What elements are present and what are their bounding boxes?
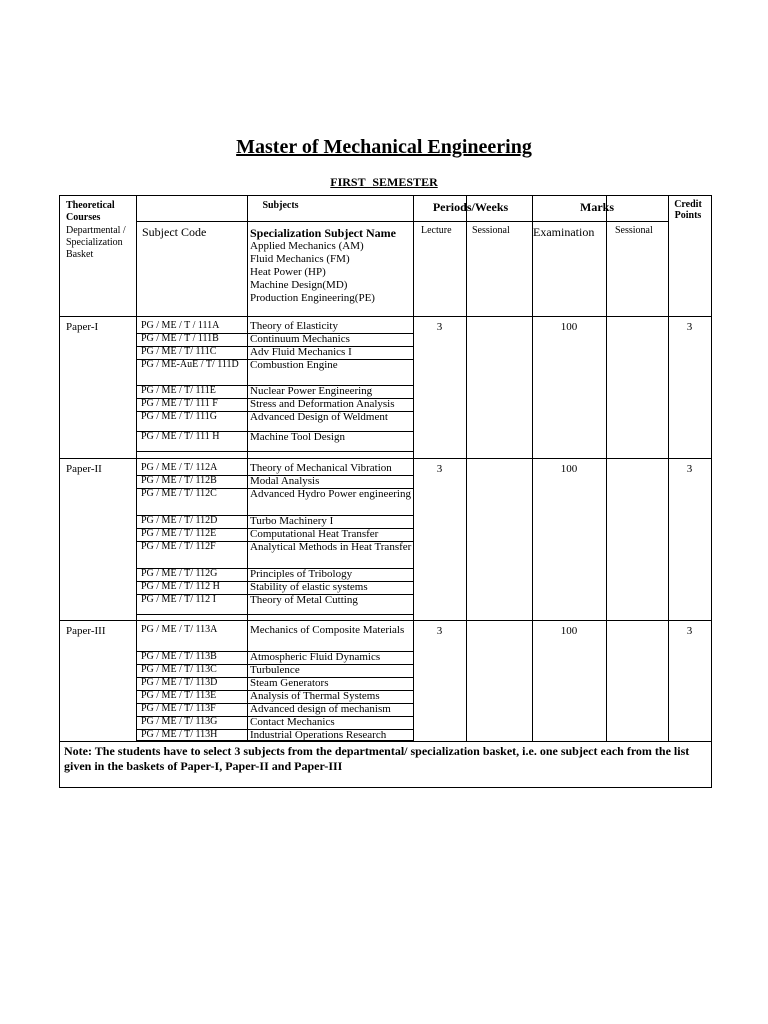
subject-code: PG / ME-AuE / T/ 111D bbox=[141, 359, 239, 370]
header-subject-code: Subject Code bbox=[142, 225, 207, 239]
subject-code: PG / ME / T/ 112D bbox=[141, 515, 218, 526]
table-row bbox=[136, 716, 413, 729]
subject-name: Analytical Methods in Heat Transfer bbox=[250, 541, 412, 553]
subject-name: Contact Mechanics bbox=[250, 716, 335, 728]
table-row bbox=[136, 385, 413, 398]
header-basket: Departmental / Specialization Basket bbox=[66, 225, 126, 260]
column-divider bbox=[466, 221, 467, 741]
paper-examination: 100 bbox=[560, 625, 578, 637]
table-row bbox=[136, 475, 413, 488]
table-row bbox=[136, 333, 413, 346]
column-divider bbox=[606, 221, 607, 741]
subject-code: PG / ME / T / 111B bbox=[141, 333, 219, 344]
paper-lecture: 3 bbox=[436, 625, 443, 637]
header-credit-points: Credit Points bbox=[674, 199, 702, 221]
specialization-item: Applied Mechanics (AM) bbox=[250, 240, 364, 252]
subject-name: Computational Heat Transfer bbox=[250, 528, 379, 540]
header-subjects: Subjects bbox=[262, 200, 299, 211]
subject-name: Turbo Machinery I bbox=[250, 515, 334, 527]
subject-name: Theory of Metal Cutting bbox=[250, 594, 358, 606]
subject-name: Advanced Design of Weldment bbox=[250, 411, 388, 423]
subject-code: PG / ME / T/ 111 H bbox=[141, 431, 220, 442]
subject-name: Nuclear Power Engineering bbox=[250, 385, 373, 397]
paper-lecture: 3 bbox=[436, 321, 443, 333]
table-row bbox=[136, 431, 413, 451]
table-row bbox=[136, 515, 413, 528]
paper-label: Paper-II bbox=[66, 463, 102, 475]
paper-credit: 3 bbox=[686, 463, 693, 475]
table-row bbox=[136, 488, 413, 515]
specialization-item: Heat Power (HP) bbox=[250, 266, 326, 278]
subject-name: Advanced design of mechanism bbox=[250, 703, 391, 715]
specialization-item: Production Engineering(PE) bbox=[250, 292, 375, 304]
paper-label: Paper-I bbox=[66, 321, 99, 333]
header-theoretical-courses: Theoretical Courses bbox=[66, 200, 115, 223]
selection-note: Note: The students have to select 3 subjects from the departmental/ specialization basket, i.e. one subject each from the list given in the baskets of Paper-I, Paper-II and Paper-III bbox=[64, 744, 690, 773]
table-row bbox=[136, 594, 413, 614]
subject-name: Theory of Mechanical Vibration bbox=[250, 462, 392, 474]
subject-name: Combustion Engine bbox=[250, 359, 338, 371]
paper-credit: 3 bbox=[686, 625, 693, 637]
table-row bbox=[136, 690, 413, 703]
paper-credit: 3 bbox=[686, 321, 693, 333]
subject-code: PG / ME / T/ 113H bbox=[141, 729, 218, 740]
paper-separator bbox=[60, 458, 711, 459]
table-row bbox=[136, 581, 413, 594]
course-table bbox=[59, 195, 712, 788]
row-divider bbox=[136, 614, 413, 615]
header-bottom-line bbox=[60, 316, 711, 317]
table-row bbox=[136, 677, 413, 690]
table-row bbox=[136, 541, 413, 568]
subject-code: PG / ME / T/ 111C bbox=[141, 346, 217, 357]
subject-code: PG / ME / T/ 112G bbox=[141, 568, 218, 579]
table-row bbox=[136, 528, 413, 541]
subject-name: Continuum Mechanics bbox=[250, 333, 350, 345]
subject-code: PG / ME / T/ 113B bbox=[141, 651, 217, 662]
page-title: Master of Mechanical Engineering bbox=[236, 136, 532, 158]
paper-separator bbox=[60, 620, 711, 621]
subject-code: PG / ME / T/ 113G bbox=[141, 716, 218, 727]
paper-label: Paper-III bbox=[66, 625, 106, 637]
subject-name: Advanced Hydro Power engineering bbox=[250, 488, 411, 500]
subject-code: PG / ME / T/ 112E bbox=[141, 528, 217, 539]
specialization-item: Machine Design(MD) bbox=[250, 279, 348, 291]
table-row bbox=[136, 568, 413, 581]
subject-name: Stability of elastic systems bbox=[250, 581, 368, 593]
subject-code: PG / ME / T/ 112B bbox=[141, 475, 217, 486]
semester-heading: FIRST SEMESTER bbox=[330, 175, 438, 189]
subject-code: PG / ME / T/ 112C bbox=[141, 488, 217, 499]
subject-code: PG / ME / T/ 111 F bbox=[141, 398, 218, 409]
subject-name: Turbulence bbox=[250, 664, 300, 676]
table-row bbox=[136, 703, 413, 716]
subject-code: PG / ME / T/ 111E bbox=[141, 385, 216, 396]
specialization-item: Fluid Mechanics (FM) bbox=[250, 253, 350, 265]
header-periods-weeks: Periods/Weeks bbox=[432, 200, 509, 214]
subject-name: Industrial Operations Research bbox=[250, 729, 387, 741]
header-sessional-marks: Sessional bbox=[615, 225, 653, 236]
subject-code: PG / ME / T/ 111G bbox=[141, 411, 218, 422]
row-divider bbox=[136, 740, 413, 741]
subject-name: Mechanics of Composite Materials bbox=[250, 624, 405, 636]
subject-code: PG / ME / T/ 113E bbox=[141, 690, 217, 701]
header-examination: Examination bbox=[533, 225, 595, 239]
subject-code: PG / ME / T/ 112A bbox=[141, 462, 218, 473]
header-divider bbox=[136, 221, 668, 222]
subject-name: Atmospheric Fluid Dynamics bbox=[250, 651, 381, 663]
paper-lecture: 3 bbox=[436, 463, 443, 475]
table-row bbox=[136, 359, 413, 385]
table-row bbox=[136, 664, 413, 677]
subject-code: PG / ME / T/ 113F bbox=[141, 703, 216, 714]
header-sessional-period: Sessional bbox=[472, 225, 510, 236]
header-lecture: Lecture bbox=[421, 225, 452, 236]
table-row bbox=[136, 398, 413, 411]
subject-code: PG / ME / T/ 113A bbox=[141, 624, 218, 635]
subject-name: Theory of Elasticity bbox=[250, 320, 338, 332]
table-row bbox=[136, 320, 413, 333]
subject-code: PG / ME / T/ 113D bbox=[141, 677, 218, 688]
subject-name: Analysis of Thermal Systems bbox=[250, 690, 380, 702]
subject-name: Steam Generators bbox=[250, 677, 329, 689]
table-row bbox=[136, 411, 413, 431]
subject-name: Principles of Tribology bbox=[250, 568, 353, 580]
table-row bbox=[136, 651, 413, 664]
table-row bbox=[136, 462, 413, 475]
subject-code: PG / ME / T/ 112 I bbox=[141, 594, 217, 605]
paper-examination: 100 bbox=[560, 321, 578, 333]
table-row bbox=[136, 624, 413, 651]
subject-name: Machine Tool Design bbox=[250, 431, 345, 443]
subject-name: Modal Analysis bbox=[250, 475, 320, 487]
table-row bbox=[136, 346, 413, 359]
subject-code: PG / ME / T/ 112F bbox=[141, 541, 216, 552]
subject-code: PG / ME / T/ 112 H bbox=[141, 581, 220, 592]
subject-code: PG / ME / T / 111A bbox=[141, 320, 220, 331]
paper-examination: 100 bbox=[560, 463, 578, 475]
subject-name: Adv Fluid Mechanics I bbox=[250, 346, 352, 358]
header-specialization-name: Specialization Subject Name bbox=[250, 226, 396, 240]
subject-code: PG / ME / T/ 113C bbox=[141, 664, 217, 675]
row-divider bbox=[136, 451, 413, 452]
subject-name: Stress and Deformation Analysis bbox=[250, 398, 395, 410]
header-marks: Marks bbox=[580, 200, 614, 214]
table-row bbox=[136, 729, 413, 740]
